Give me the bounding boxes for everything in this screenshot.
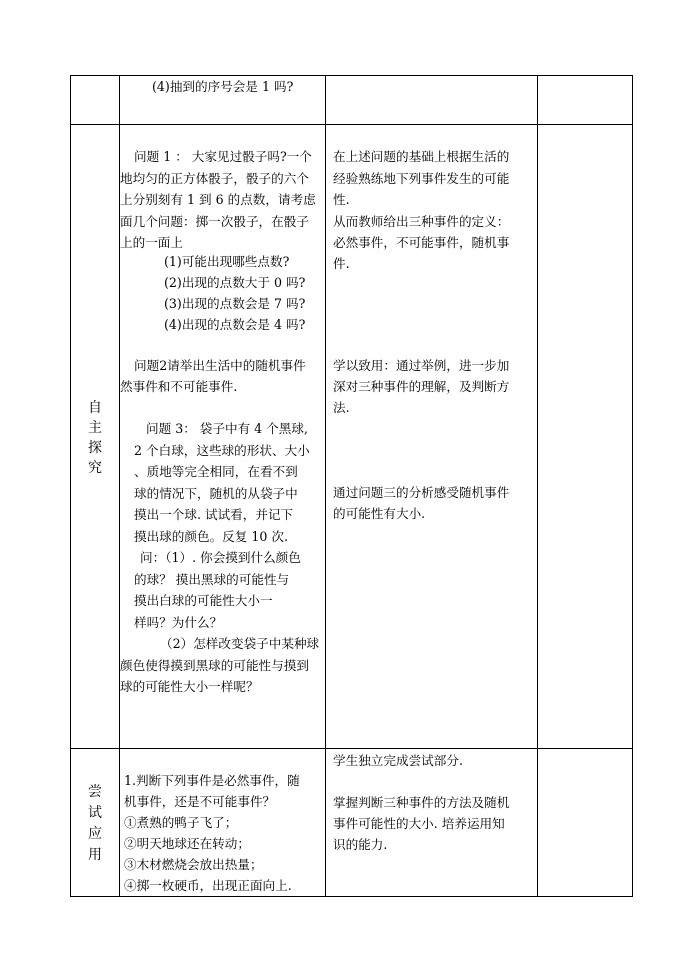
list-item: (1)可能出现哪些点数? xyxy=(164,254,290,269)
text-line: (4)抽到的序号会是 1 吗? xyxy=(152,79,294,94)
text-line: 问题2请举出生活中的随机事件 xyxy=(134,358,306,373)
text-line: 然事件和不可能事件. xyxy=(120,379,238,394)
text-line: 摸出白球的可能性大小一 xyxy=(134,593,273,608)
text-line: 、质地等完全相同，在看不到 xyxy=(134,464,298,479)
text-line: 上的一面上 xyxy=(120,235,183,250)
text-line: 颜色使得摸到黑球的可能性与摸到 xyxy=(120,658,309,673)
text-line: 地均匀的正方体骰子，骰子的六个 xyxy=(120,171,309,186)
text-line: 摸出球的颜色。反复 10 次. xyxy=(134,529,288,544)
table-rule xyxy=(537,75,538,896)
table-rule xyxy=(325,75,326,896)
text-line: 学生独立完成尝试部分. xyxy=(333,753,463,768)
text-line: 问题 3： 袋子中有 4 个黑球, xyxy=(146,421,308,436)
text-line: 从而教师给出三种事件的定义： xyxy=(333,214,510,229)
text-line: 必然事件，不可能事件，随机事 xyxy=(333,235,510,250)
text-line: 掌握判断三种事件的方法及随机 xyxy=(333,795,510,810)
section-char: 探 xyxy=(88,440,102,456)
table-rule xyxy=(70,75,71,896)
text-line: 识的能力. xyxy=(333,837,388,852)
text-line: 法. xyxy=(333,400,350,415)
table-rule xyxy=(70,124,633,125)
text-line: 在上述问题的基础上根据生活的 xyxy=(333,149,510,164)
section-char: 用 xyxy=(88,847,102,863)
text-line: 摸出一个球. 试试看，并记下 xyxy=(134,507,294,522)
table-rule xyxy=(70,748,633,749)
text-line: 问：（1）. 你会摸到什么颜色 xyxy=(140,550,301,565)
list-item: (3)出现的点数会是 7 吗? xyxy=(164,296,306,311)
text-line: 的球？ 摸出黑球的可能性与 xyxy=(134,572,290,587)
text-line: 通过问题三的分析感受随机事件 xyxy=(333,485,510,500)
text-line: （2）怎样改变袋子中某种球 xyxy=(160,636,320,651)
text-line: 机事件，还是不可能事件？ xyxy=(124,794,276,809)
list-item: ②明天地球还在转动； xyxy=(124,836,250,851)
list-item: (4)出现的点数会是 4 吗? xyxy=(164,317,306,332)
text-line: 1.判断下列事件是必然事件，随 xyxy=(124,773,300,788)
section-char: 主 xyxy=(88,420,102,436)
list-item: ④掷一枚硬币，出现正面向上. xyxy=(124,878,292,893)
text-line: 样吗？为什么？ xyxy=(134,615,223,630)
text-line: 学以致用：通过举例，进一步加 xyxy=(333,358,510,373)
text-line: 件. xyxy=(333,256,350,271)
text-line: 上分别刻有 1 到 6 的点数，请考虑 xyxy=(120,192,316,207)
text-line: 球的可能性大小一样呢？ xyxy=(120,679,259,694)
text-line: 事件可能性的大小. 培养运用知 xyxy=(333,816,505,831)
list-item: ③木材燃烧会放出热量； xyxy=(124,857,263,872)
text-line: 深对三种事件的理解，及判断方 xyxy=(333,379,510,394)
section-char: 应 xyxy=(88,826,102,842)
text-line: 经验熟练地下列事件发生的可能 xyxy=(333,171,510,186)
list-item: ①煮熟的鸭子飞了； xyxy=(124,815,238,830)
section-char: 试 xyxy=(88,805,102,821)
text-line: 的可能性有大小. xyxy=(333,506,426,521)
text-line: 面几个问题：掷一次骰子，在骰子 xyxy=(120,214,309,229)
section-char: 究 xyxy=(88,460,102,476)
section-char: 自 xyxy=(88,400,102,416)
table-rule xyxy=(632,75,633,896)
text-line: 球的情况下，随机的从袋子中 xyxy=(134,486,298,501)
text-line: 问题 1 ： 大家见过骰子吗?一个 xyxy=(134,149,312,164)
section-char: 尝 xyxy=(88,784,102,800)
text-line: 2 个白球，这些球的形状、大小 xyxy=(134,443,310,458)
text-line: 性. xyxy=(333,192,350,207)
list-item: (2)出现的点数大于 0 吗? xyxy=(164,275,306,290)
